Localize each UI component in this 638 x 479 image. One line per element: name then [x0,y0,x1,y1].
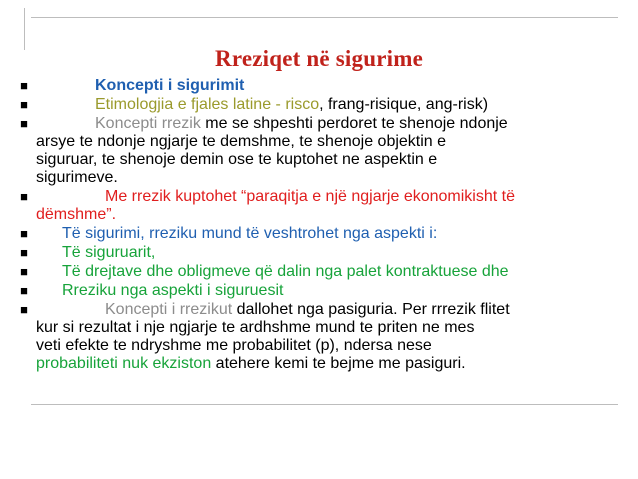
square-bullet-icon: ■ [20,264,28,279]
square-bullet-icon: ■ [20,283,28,298]
bullet-text-continuation: sigurimeve. [36,169,118,186]
bullet-text-run: dallohet nga pasiguria. Per rrrezik flitet [232,301,510,318]
bullet-text-run: Koncepti rrezik [95,115,201,132]
bullet-text [62,301,638,319]
slide-bottom-rule [31,404,618,405]
bullet-item [0,263,638,281]
bullet-text-run: , frang-risique, ang-risk) [319,96,489,113]
bullet-text-continuation: veti efekte te ndryshme me probabilitet (p), ndersa nese [36,337,432,354]
bullet-item [0,188,638,224]
bullet-text [62,188,638,206]
slide-top-rule [31,17,618,18]
bullet-text-continuation: kur si rezultat i nje ngjarje te ardhshme mund te priten ne mes [36,319,475,336]
bullet-text [62,282,638,300]
bullet-text-run: Të sigurimi, rreziku mund të veshtrohet nga aspekti i: [62,225,438,242]
bullet-item [0,115,638,187]
slide-left-rule [24,8,25,50]
square-bullet-icon: ■ [20,78,28,93]
bullet-text [62,225,638,243]
bullet-item [0,77,638,95]
bullet-item [0,96,638,114]
bullet-text-run: Të siguruarit, [62,244,156,261]
bullet-text-continuation: arsye te ndonje ngjarje te demshme, te shenoje objektin e [36,133,447,150]
bullet-item [0,244,638,262]
bullet-list [0,77,638,373]
bullet-text-continuation: siguruar, te shenoje demin ose te kuptohet ne aspektin e [36,151,438,168]
bullet-item [0,282,638,300]
bullet-text-run: probabiliteti nuk ekziston [36,355,212,372]
square-bullet-icon: ■ [20,116,28,131]
bullet-item [0,301,638,373]
square-bullet-icon: ■ [20,245,28,260]
bullet-text [62,96,638,114]
bullet-text-run: atehere kemi te bejme me pasiguri. [211,355,466,372]
bullet-text [62,263,638,281]
bullet-text [62,77,638,95]
bullet-text-run: me se shpeshti perdoret te shenoje ndonje [200,115,508,132]
bullet-text-run: Me rrezik kuptohet “paraqitja e një ngjarje ekonomikisht të [105,188,515,205]
bullet-text-continuation [36,355,638,373]
slide-title: Rreziqet në sigurime [215,46,423,71]
bullet-text-continuation: dëmshme”. [36,206,117,223]
bullet-text-run: Etimologjia e fjales latine - risco [95,96,320,113]
bullet-text [62,115,638,133]
bullet-text [62,244,638,262]
square-bullet-icon: ■ [20,302,28,317]
square-bullet-icon: ■ [20,97,28,112]
bullet-item [0,225,638,243]
square-bullet-icon: ■ [20,189,28,204]
square-bullet-icon: ■ [20,226,28,241]
bullet-text-run: Të drejtave dhe obligmeve që dalin nga palet kontraktuese dhe [62,263,509,280]
bullet-text-run: Koncepti i sigurimit [95,77,245,94]
bullet-text-run: Rreziku nga aspekti i siguruesit [62,282,284,299]
bullet-text-run: Koncepti i rrezikut [105,301,233,318]
